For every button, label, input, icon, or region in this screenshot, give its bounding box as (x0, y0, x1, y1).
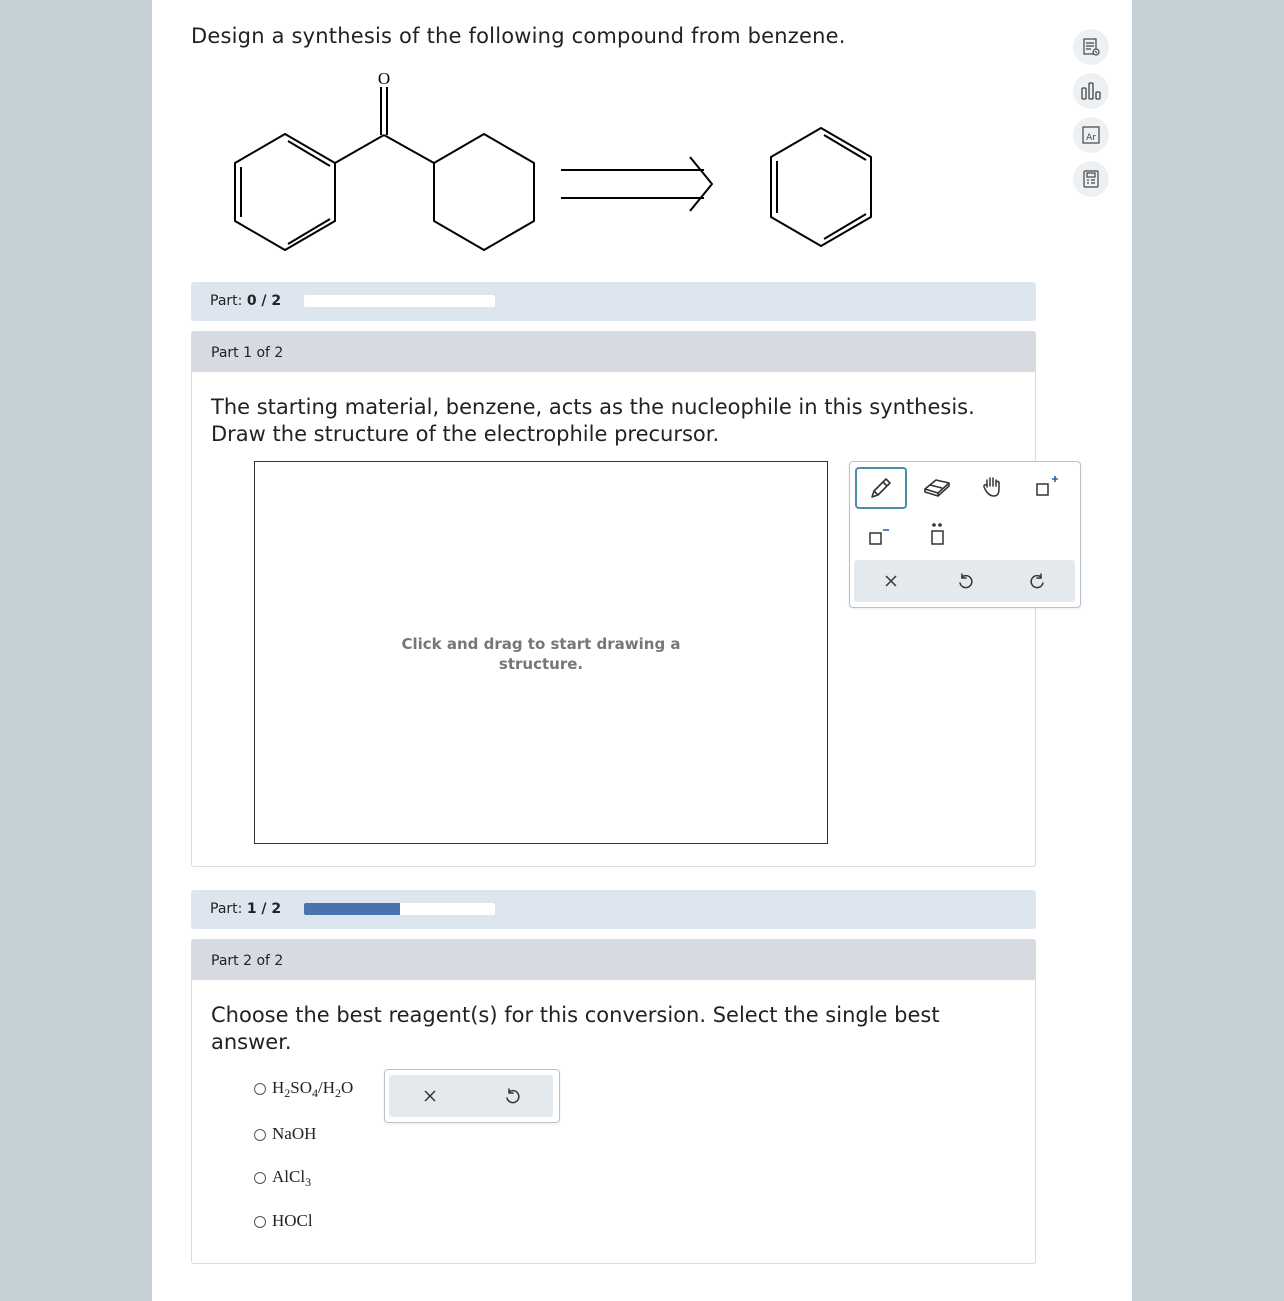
question-text: Design a synthesis of the following compound from benzene. (191, 24, 846, 48)
oxygen-label: O (377, 69, 391, 88)
positive-charge-button[interactable] (1022, 467, 1072, 507)
notes-icon (1081, 37, 1101, 57)
cyclohexyl-ring (434, 134, 534, 250)
part-2-header: Part 2 of 2 (192, 940, 1035, 980)
hand-tool-button[interactable] (968, 467, 1018, 507)
choice-label: AlCl$_3$ (272, 1167, 312, 1189)
drawing-canvas[interactable] (254, 461, 828, 844)
answer-toolbox (384, 1069, 560, 1123)
retrosynthesis-scheme (212, 62, 892, 262)
progress-value: 0 / 2 (246, 293, 282, 309)
part-1-prompt (211, 394, 1011, 448)
calculator-icon (1081, 169, 1101, 189)
redo-icon (1029, 572, 1047, 590)
choice-label: $H_2SO_4/H_2O$ (272, 1078, 354, 1100)
radio-button[interactable] (254, 1216, 266, 1228)
periodic-table-button[interactable] (1073, 117, 1109, 153)
pencil-tool-button[interactable] (855, 467, 907, 509)
part-2-prompt (211, 1002, 1011, 1056)
undo-icon (956, 572, 974, 590)
part-1-prompt-line-1: The starting material, benzene, acts as the nucleophile in this synthesis. (211, 395, 975, 419)
negative-charge-button[interactable] (852, 514, 902, 554)
part-1-prompt-line-2: Draw the structure of the electrophile precursor. (211, 422, 720, 446)
lone-pair-icon (925, 520, 949, 548)
progress-label: Part: (210, 293, 243, 309)
benzene-ring (771, 128, 871, 246)
bar-chart-icon (1080, 81, 1102, 101)
progress-bar (304, 295, 495, 307)
answer-choice[interactable] (254, 1124, 316, 1144)
choice-label: NaOH (272, 1124, 317, 1143)
eraser-tool-button[interactable] (912, 467, 962, 507)
pencil-icon (867, 474, 895, 502)
toolbox-actions (854, 560, 1075, 602)
lone-pair-button[interactable] (912, 514, 962, 554)
minus-charge-icon (863, 521, 891, 547)
progress-panel-1 (191, 282, 1036, 321)
page (152, 0, 1132, 1301)
answer-choice[interactable] (254, 1167, 311, 1187)
redo-button[interactable] (1013, 561, 1063, 601)
undo-button[interactable] (940, 561, 990, 601)
close-icon (422, 1088, 438, 1104)
phenyl-ring (235, 134, 335, 250)
undo-answer-button[interactable] (487, 1076, 537, 1116)
progress-value: 1 / 2 (246, 901, 282, 917)
part-2-prompt-line-1: Choose the best reagent(s) for this conversion. Select the single best (211, 1003, 940, 1027)
clear-answer-button[interactable] (405, 1076, 455, 1116)
data-button[interactable] (1073, 73, 1109, 109)
plus-charge-icon (1033, 474, 1061, 500)
periodic-element-icon (1081, 125, 1101, 145)
explanation-button[interactable] (1073, 29, 1109, 65)
eraser-icon (922, 475, 952, 499)
answer-choice[interactable] (254, 1211, 313, 1231)
progress-label: Part: (210, 901, 243, 917)
undo-icon (503, 1087, 521, 1105)
radio-button[interactable] (254, 1083, 266, 1095)
svg-text:Ar: Ar (1086, 133, 1096, 143)
close-icon (883, 573, 899, 589)
part-1-header: Part 1 of 2 (192, 332, 1035, 372)
progress-bar (304, 903, 495, 915)
answer-choice[interactable] (254, 1078, 353, 1098)
radio-button[interactable] (254, 1172, 266, 1184)
progress-fill (304, 903, 400, 915)
part-2-prompt-line-2: answer. (211, 1030, 292, 1054)
part-2-card (191, 939, 1036, 1264)
choice-label: HOCl (272, 1211, 313, 1230)
radio-button[interactable] (254, 1129, 266, 1141)
canvas-hint: Click and drag to start drawing a structure. (401, 635, 681, 673)
progress-panel-2 (191, 890, 1036, 929)
calculator-button[interactable] (1073, 161, 1109, 197)
clear-button[interactable] (866, 561, 916, 601)
hand-icon (980, 474, 1006, 500)
drawing-toolbox (849, 461, 1081, 608)
